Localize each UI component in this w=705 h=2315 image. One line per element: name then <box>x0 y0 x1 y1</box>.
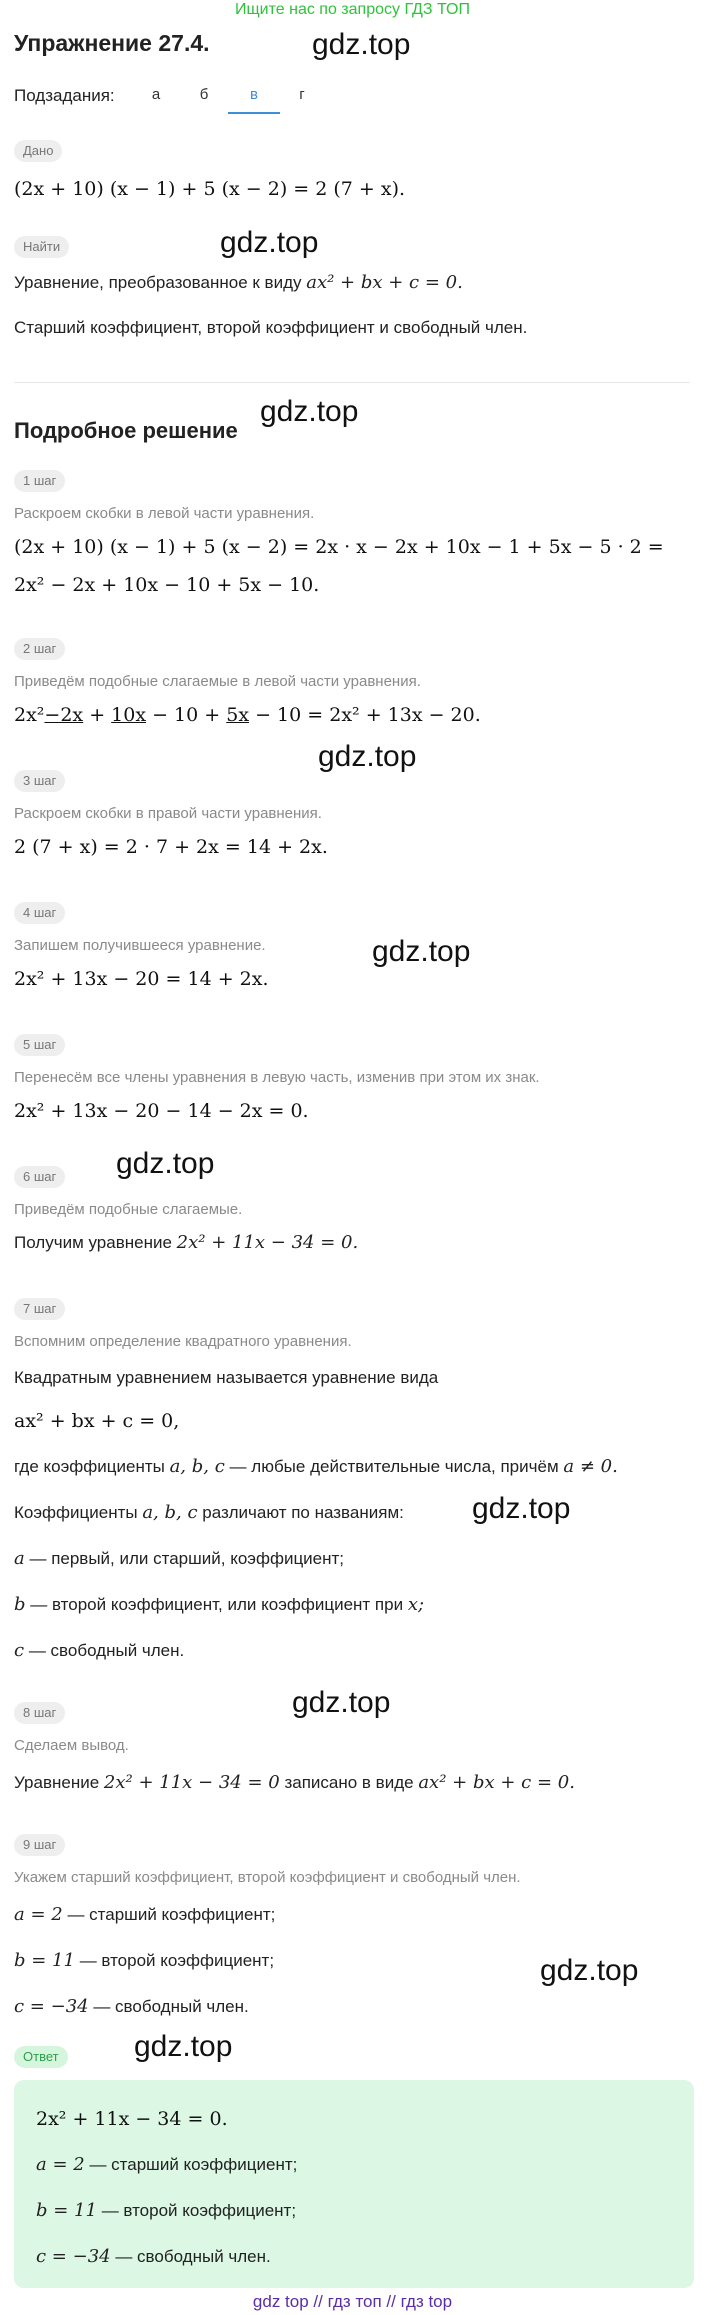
step-text <box>14 1502 404 1523</box>
step-chip: 7 шаг <box>14 1298 65 1320</box>
text: — старший коэффициент; <box>89 2155 298 2174</box>
math: b = 11 <box>14 1950 75 1971</box>
step-chip: 1 шаг <box>14 470 65 492</box>
step-text: Квадратным уравнением называется уравнение вида <box>14 1368 439 1387</box>
tab-v[interactable]: в <box>228 84 280 114</box>
step-text <box>14 1904 275 1925</box>
tab-b[interactable]: б <box>199 86 209 103</box>
step-note: Раскроем скобки в правой части уравнения. <box>14 805 322 822</box>
math: a <box>14 1548 25 1569</box>
answer-line <box>36 2200 296 2221</box>
step-chip: 6 шаг <box>14 1166 65 1188</box>
step-note: Вспомним определение квадратного уравнения. <box>14 1333 352 1350</box>
answer-math: 2x² + 11x − 34 = 0. <box>36 2108 228 2130</box>
step-chip: 5 шаг <box>14 1034 65 1056</box>
top-banner: Ищите нас по запросу ГДЗ ТОП <box>235 1 470 18</box>
step-note: Укажем старший коэффициент, второй коэффициент и свободный член. <box>14 1869 521 1886</box>
step-math: 2x² − 2x + 10x − 10 + 5x − 10. <box>14 574 320 596</box>
watermark: gdz.top <box>292 1686 391 1719</box>
footer: gdz top // гдз топ // гдз top <box>252 2292 453 2311</box>
step-text <box>14 1548 344 1569</box>
answer-line <box>36 2154 297 2175</box>
text: — любые действительные числа, причём <box>229 1457 559 1476</box>
text: записано в виде <box>284 1773 414 1792</box>
math: c = −34 <box>14 1996 89 2017</box>
math: ax² + bx + c = 0. <box>418 1772 575 1793</box>
step-chip: 2 шаг <box>14 638 65 660</box>
answer-box <box>14 2080 694 2288</box>
math: b = 11 <box>36 2200 97 2221</box>
step-math: 2x² + 13x − 20 − 14 − 2x = 0. <box>14 1100 309 1122</box>
term: − 10 = 2x² + 13x − 20. <box>249 704 481 726</box>
step-math <box>14 704 481 726</box>
step-note: Перенесём все члены уравнения в левую часть, изменив при этом их знак. <box>14 1069 540 1086</box>
watermark: gdz.top <box>312 28 411 61</box>
step-chip: 3 шаг <box>14 770 65 792</box>
underlined-term: 5x <box>226 704 250 726</box>
step-text <box>14 1232 358 1253</box>
text: — свободный член. <box>93 1997 249 2016</box>
step-note: Запишем получившееся уравнение. <box>14 937 266 954</box>
find-line-1-math: ax² + bx + c = 0. <box>306 272 463 293</box>
step-math: 2x² + 13x − 20 = 14 + 2x. <box>14 968 269 990</box>
math: c = −34 <box>36 2246 111 2267</box>
math: 2x² + 11x − 34 = 0 <box>103 1772 280 1793</box>
math: x; <box>407 1594 425 1615</box>
find-chip: Найти <box>14 236 69 258</box>
step-chip: 4 шаг <box>14 902 65 924</box>
divider <box>14 382 690 383</box>
text: — старший коэффициент; <box>67 1905 276 1924</box>
math: a = 2 <box>36 2154 85 2175</box>
watermark: gdz.top <box>134 2030 233 2063</box>
watermark: gdz.top <box>318 740 417 773</box>
answer-line <box>36 2246 271 2267</box>
term: 2x² <box>14 704 45 726</box>
tab-a[interactable]: а <box>151 86 161 103</box>
math: a, b, c <box>169 1456 225 1477</box>
term: − 10 + <box>146 704 227 726</box>
step-text <box>14 1772 575 1793</box>
step-text <box>14 1456 618 1477</box>
step-text <box>14 1594 424 1615</box>
step-chip: 9 шаг <box>14 1834 65 1856</box>
solution-title: Подробное решение <box>14 418 238 443</box>
step-math: (2x + 10) (x − 1) + 5 (x − 2) = 2x · x − 2x + 10x − 1 + 5x − 5 · 2 = <box>14 536 664 558</box>
underlined-term: −2x <box>44 704 84 726</box>
step-math: 2 (7 + x) = 2 · 7 + 2x = 14 + 2x. <box>14 836 328 858</box>
watermark: gdz.top <box>116 1147 215 1180</box>
math: b <box>14 1594 26 1615</box>
given-equation: (2x + 10) (x − 1) + 5 (x − 2) = 2 (7 + x). <box>14 178 406 200</box>
step-note: Приведём подобные слагаемые в левой части уравнения. <box>14 673 421 690</box>
watermark: gdz.top <box>472 1492 571 1525</box>
underlined-term: 10x <box>111 704 147 726</box>
find-line-1 <box>14 272 463 293</box>
step-text <box>14 1640 184 1661</box>
text: — второй коэффициент; <box>101 2201 297 2220</box>
math: a ≠ 0. <box>563 1456 618 1477</box>
step-note: Приведём подобные слагаемые. <box>14 1201 243 1218</box>
page-title: Упражнение 27.4. <box>14 30 210 56</box>
text: различают по названиям: <box>202 1503 404 1522</box>
answer-chip: Ответ <box>14 2046 68 2068</box>
math: 2x² + 11x − 34 = 0. <box>176 1232 359 1253</box>
text: — свободный член. <box>115 2247 271 2266</box>
step-note: Сделаем вывод. <box>14 1737 129 1754</box>
watermark: gdz.top <box>220 226 319 259</box>
step-math: ax² + bx + c = 0, <box>14 1410 180 1432</box>
step-text <box>14 1950 274 1971</box>
text: — первый, или старший, коэффициент; <box>29 1549 345 1568</box>
step-note: Раскроем скобки в левой части уравнения. <box>14 505 315 522</box>
math: a = 2 <box>14 1904 63 1925</box>
text: — второй коэффициент, или коэффициент при <box>30 1595 404 1614</box>
step-chip: 8 шаг <box>14 1702 65 1724</box>
text: Коэффициенты <box>14 1503 138 1522</box>
term: + <box>83 704 112 726</box>
text: Получим уравнение <box>14 1233 172 1252</box>
math: c <box>14 1640 25 1661</box>
find-line-2: Старший коэффициент, второй коэффициент и свободный член. <box>14 318 528 337</box>
watermark: gdz.top <box>372 935 471 968</box>
subtasks-label: Подзадания: <box>14 86 115 105</box>
tab-g[interactable]: г <box>299 86 305 103</box>
text: — свободный член. <box>28 1641 185 1660</box>
find-line-1-text: Уравнение, преобразованное к виду <box>14 273 302 292</box>
text: — второй коэффициент; <box>79 1951 275 1970</box>
text: где коэффициенты <box>14 1457 165 1476</box>
step-text <box>14 1996 249 2017</box>
text: Уравнение <box>14 1773 100 1792</box>
watermark: gdz.top <box>540 1954 639 1987</box>
given-chip: Дано <box>14 140 62 162</box>
watermark: gdz.top <box>260 395 359 428</box>
math: a, b, c <box>142 1502 198 1523</box>
